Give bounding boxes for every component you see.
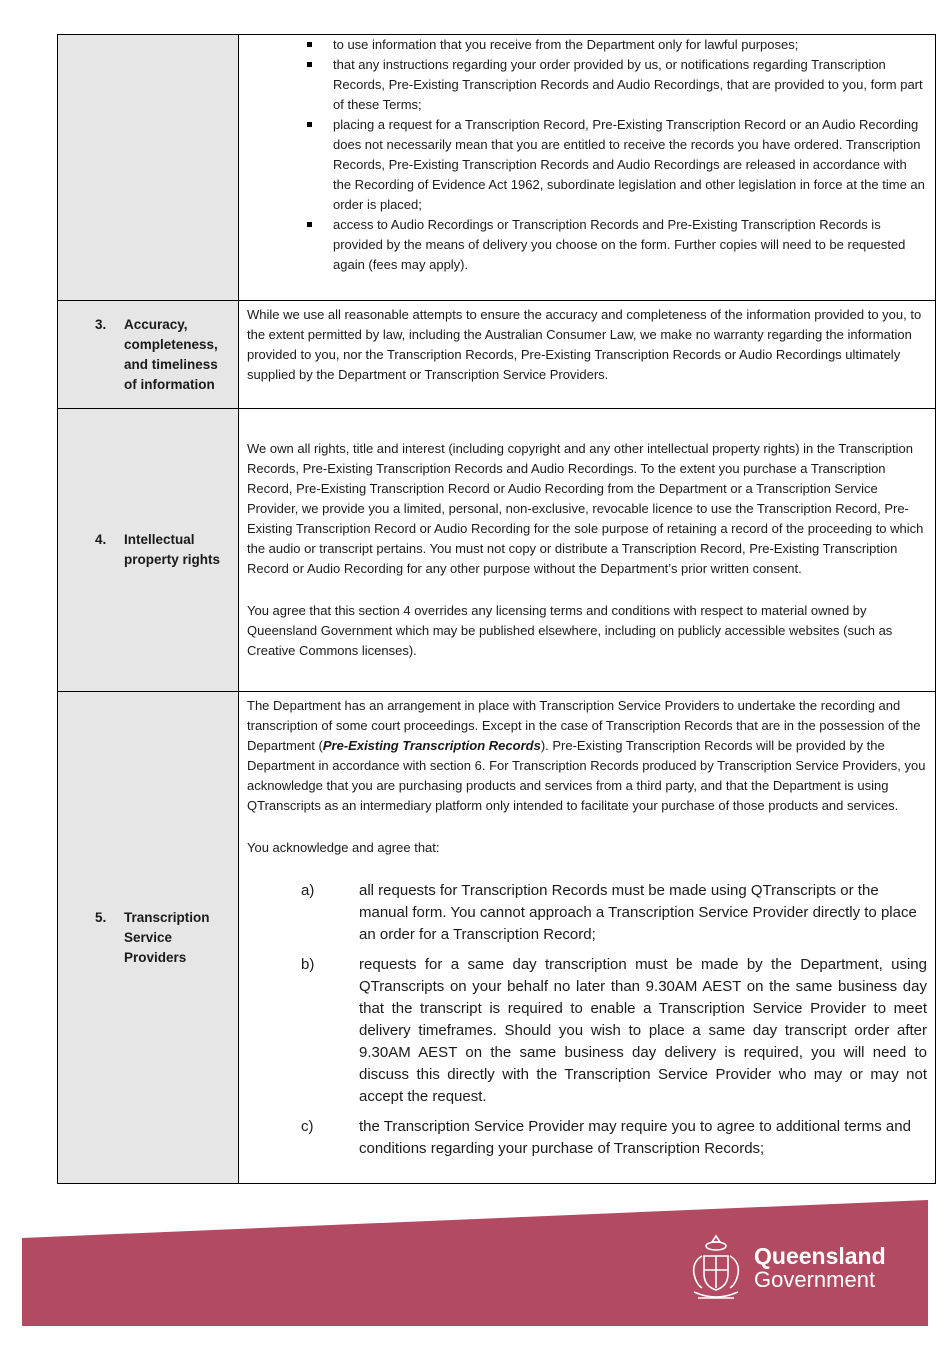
list-item: access to Audio Recordings or Transcription Records and Pre-Existing Transcription Records is provided by the means of delivery you choose on the form. Further copies will need to be requested again (fees may apply). [333,215,927,275]
section-title: Accuracy, completeness, and timeliness of information [124,316,218,392]
obligations-list [247,35,927,275]
section-number: 4. [95,532,107,547]
terms-row-section-4 [58,409,936,692]
section-paragraph: We own all rights, title and interest (including copyright and any other intellectual property rights) in the Transcription Records, Pre-Existing Transcription Records and Audio Recordings. To the extent you purchase a Transcription Record, Pre-Existing Transcription Record or Audio Recording from the Department or a Transcription Service Provider, we provide you a limited, personal, non-exclusive, revocable licence to use the Transcription Record, Pre-Existing Transcription Record or Audio Recording for the sole purpose of retaining a record of the proceeding to which the audio or transcript pertains. You must not copy or distribute a Transcription Record, Pre-Existing Transcription Record or Audio Recording for any other purpose without the Department’s prior written consent. [247,441,924,576]
terms-row-section-3 [58,301,936,409]
defined-term: Pre-Existing Transcription Records [322,738,541,753]
list-item: placing a request for a Transcription Record, Pre-Existing Transcription Record or an Audio Recording does not necessarily mean that you are entitled to receive the records you have ordered. Transcription Records, Pre-Existing Transcription Records and Audio Recordings are released in accordance with the Recording of Evidence Act 1962, subordinate legislation and other legislation in force at the time an order is placed; [333,115,927,215]
row-heading-section-4 [58,409,239,692]
section-paragraph: You agree that this section 4 overrides any licensing terms and conditions with respect to material owned by Queensland Government which may be published elsewhere, including on publicly accessible websites (such as Creative Commons licenses). [247,603,893,658]
list-item-label: a) [301,882,315,899]
terms-row-continuation [58,35,936,301]
terms-row-section-5 [58,692,936,1184]
section-paragraph: While we use all reasonable attempts to ensure the accuracy and completeness of the information provided to you, to the extent permitted by law, including the Australian Consumer Law, we make no warranty regarding the information provided to you, nor the Transcription Records, Pre-Existing Transcription Records or Audio Recordings ultimately supplied by the Department or Transcription Service Providers. [247,307,922,382]
list-item-label: b) [301,956,315,973]
acknowledgement-list [247,880,927,1160]
row-body-continuation [239,35,936,301]
logo-line-2: Government [754,1267,876,1292]
coat-of-arms-icon [686,1232,746,1304]
list-item-label: c) [301,1118,314,1135]
section-number: 5. [95,909,107,925]
section-paragraph: You acknowledge and agree that: [247,840,440,855]
row-heading-section-3 [58,301,239,409]
section-number: 3. [95,316,107,332]
row-heading-section-5 [58,692,239,1184]
queensland-government-logo [686,1230,906,1306]
list-item [247,880,927,946]
row-body-section-5 [239,692,936,1184]
list-item: to use information that you receive from the Department only for lawful purposes; [333,35,927,55]
section-title: Intellectual property rights [124,532,221,567]
terms-table [57,34,936,1184]
row-body-section-4 [239,409,936,692]
list-item-text: requests for a same day transcription must be made by the Department, using QTranscripts on your behalf no later than 9.30AM AEST on the same business day that the transcript is required to enable a Transcription Service Provider to meet delivery timeframes. Should you wish to place a same day transcript order after 9.30AM AEST on the same business day delivery is required, you will need to discuss this directly with the Transcription Service Provider who may or may not accept the request. [359,956,927,1105]
list-item: that any instructions regarding your order provided by us, or notifications regarding Transcription Records, Pre-Existing Transcription Records and Audio Recordings, that are provided to you, form part of these Terms; [333,55,927,115]
list-item-text: the Transcription Service Provider may require you to agree to additional terms and conditions regarding your purchase of Transcription Records; [359,1118,911,1157]
list-item [247,1116,927,1160]
list-item-text: all requests for Transcription Records must be made using QTranscripts or the manual form. You cannot approach a Transcription Service Provider directly to place an order for a Transcription Record; [359,882,917,943]
row-heading-empty [58,35,239,301]
section-paragraph: The Department has an arrangement in place with Transcription Service Providers to undertake the recording and transcription of some court proceedings. Except in the case of Transcription Records that are in the possession of the Department (Pre-Existing Transcription Records). Pre-Existing Transcription Records will be provided by the Department in accordance with section 6. For Transcription Records produced by Transcription Service Providers, you acknowledge that you are purchasing products and services from a third party, and that the Department is using QTranscripts as an intermediary platform only intended to facilitate your purchase of those products and services. [247,698,926,813]
row-body-section-3 [239,301,936,409]
logo-line-1: Queensland [754,1243,886,1269]
list-item [247,954,927,1108]
section-title: Transcription Service Providers [124,909,210,965]
